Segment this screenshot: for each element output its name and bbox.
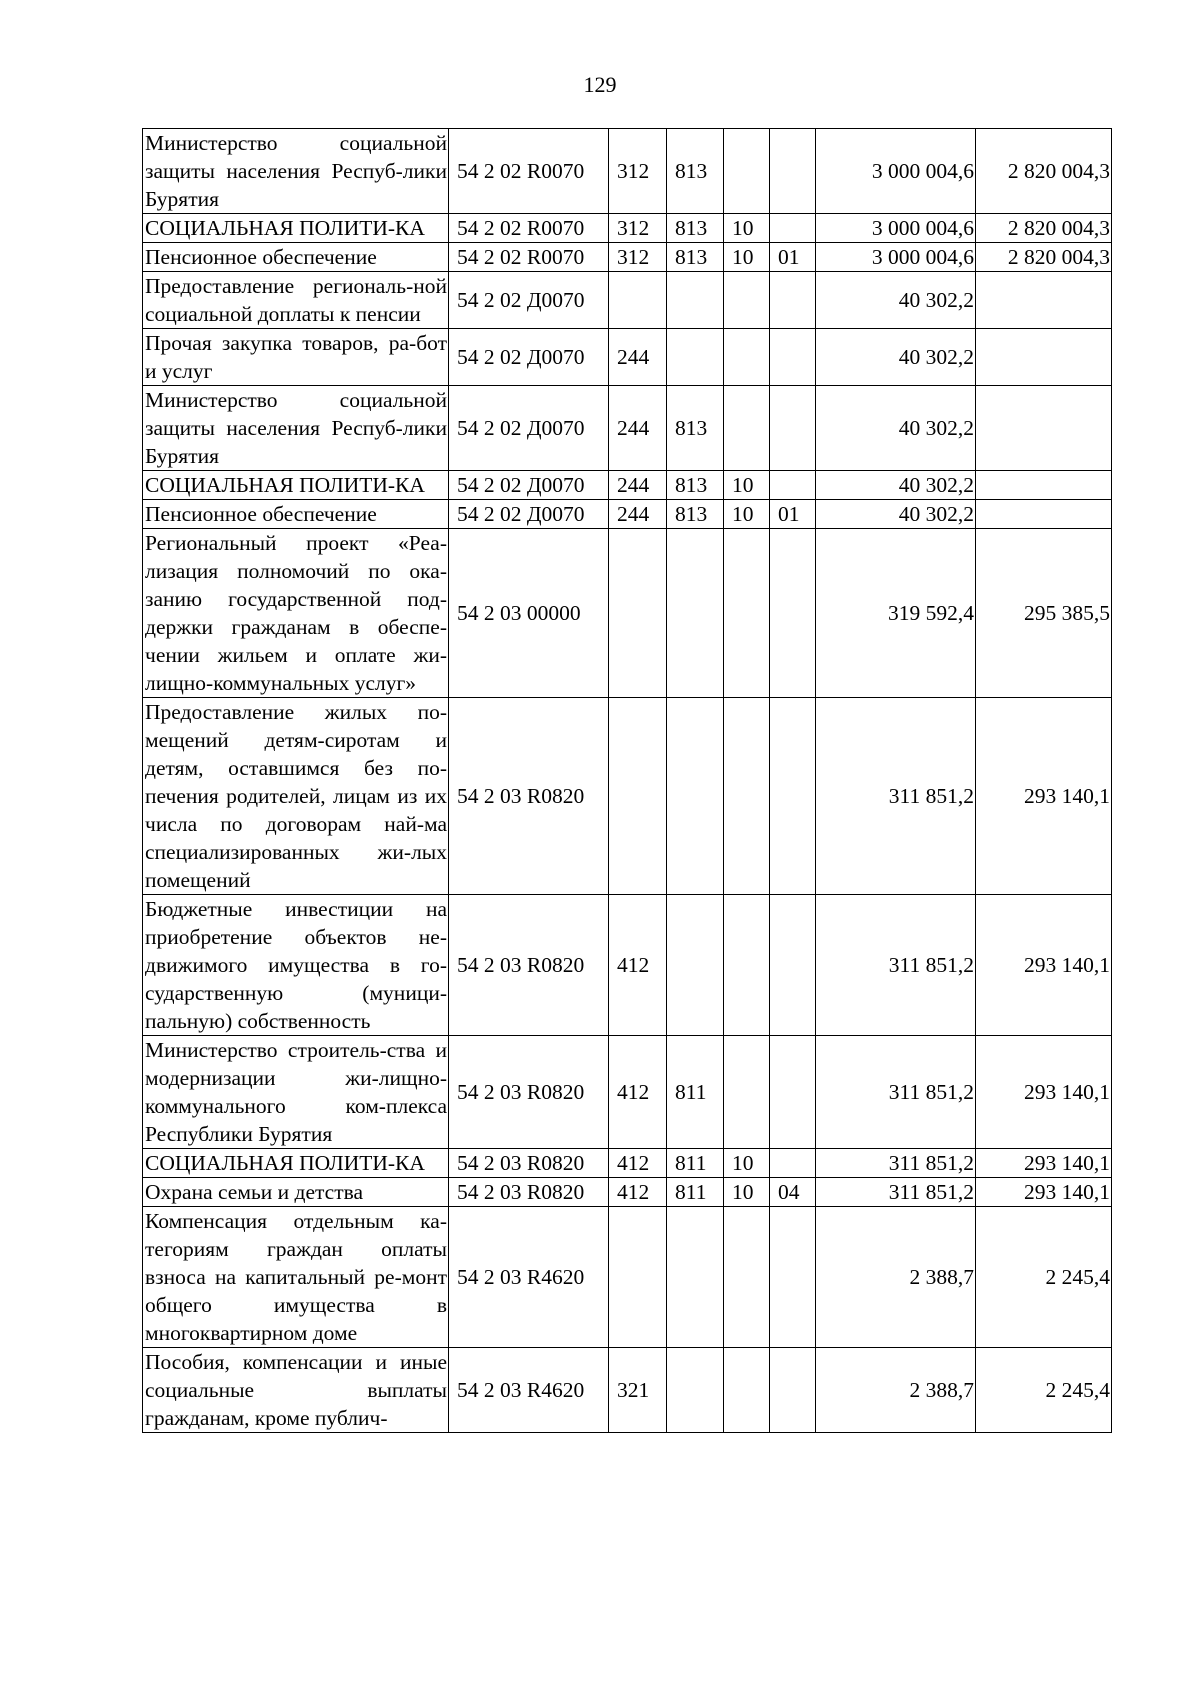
grbs-code: 811 [667,1036,724,1149]
row-name: Компенсация отдельным ка-тегориям граждан оплаты взноса на капитальный ре-монт общего имущества в многоквартирном доме [143,1207,449,1348]
table-row [143,243,1112,272]
row-name: Пособия, компенсации и иные социальные выплаты гражданам, кроме публич- [143,1348,449,1433]
table-row [143,1207,1112,1348]
row-name: Пенсионное обеспечение [143,243,449,272]
table-row [143,129,1112,214]
amount-year-2: 2 820 004,3 [976,129,1112,214]
section-code: 10 [724,1149,770,1178]
subsection-code [770,1348,816,1433]
row-name: Пенсионное обеспечение [143,500,449,529]
amount-year-1: 3 000 004,6 [816,243,976,272]
table-row [143,895,1112,1036]
section-code [724,272,770,329]
table-row [143,272,1112,329]
table-row [143,500,1112,529]
section-code [724,529,770,698]
subsection-code [770,529,816,698]
subsection-code: 04 [770,1178,816,1207]
amount-year-1: 311 851,2 [816,1036,976,1149]
row-name: Региональный проект «Реа-лизация полномочий по ока-занию государственной под-держки гражданам в обеспе-чении жильем и оплате жи-лищно-коммунальных услуг» [143,529,449,698]
subsection-code [770,895,816,1036]
amount-year-2 [976,329,1112,386]
subsection-code [770,1207,816,1348]
section-code [724,129,770,214]
grbs-code: 813 [667,129,724,214]
expense-type-code [609,698,667,895]
section-code [724,895,770,1036]
target-article-code: 54 2 02 Д0070 [449,386,609,471]
amount-year-1: 319 592,4 [816,529,976,698]
amount-year-2: 2 245,4 [976,1348,1112,1433]
target-article-code: 54 2 02 Д0070 [449,329,609,386]
amount-year-1: 40 302,2 [816,329,976,386]
section-code: 10 [724,1178,770,1207]
table-row [143,329,1112,386]
amount-year-2: 2 820 004,3 [976,243,1112,272]
grbs-code [667,698,724,895]
expense-type-code [609,1207,667,1348]
amount-year-2: 293 140,1 [976,895,1112,1036]
amount-year-1: 40 302,2 [816,471,976,500]
grbs-code [667,1207,724,1348]
subsection-code [770,214,816,243]
amount-year-1: 2 388,7 [816,1348,976,1433]
target-article-code: 54 2 02 Д0070 [449,471,609,500]
subsection-code [770,698,816,895]
grbs-code: 811 [667,1149,724,1178]
grbs-code [667,272,724,329]
grbs-code: 813 [667,471,724,500]
row-name: Предоставление жилых по-мещений детям-сиротам и детям, оставшимся без по-печения родителей, лицам из их числа по договорам най-ма специализированных жи-лых помещений [143,698,449,895]
amount-year-2: 293 140,1 [976,1036,1112,1149]
subsection-code [770,471,816,500]
table-row [143,698,1112,895]
expense-type-code: 312 [609,129,667,214]
amount-year-2: 2 820 004,3 [976,214,1112,243]
target-article-code: 54 2 03 R0820 [449,1036,609,1149]
section-code [724,386,770,471]
amount-year-1: 2 388,7 [816,1207,976,1348]
subsection-code [770,272,816,329]
expense-type-code: 312 [609,214,667,243]
grbs-code: 813 [667,386,724,471]
table-row [143,1149,1112,1178]
expense-type-code: 244 [609,471,667,500]
section-code [724,1207,770,1348]
target-article-code: 54 2 02 Д0070 [449,272,609,329]
section-code [724,1348,770,1433]
section-code: 10 [724,500,770,529]
row-name: СОЦИАЛЬНАЯ ПОЛИТИ-КА [143,1149,449,1178]
table-row [143,214,1112,243]
section-code [724,1036,770,1149]
row-name: Министерство социальной защиты населения Респуб-лики Бурятия [143,386,449,471]
row-name: Прочая закупка товаров, ра-бот и услуг [143,329,449,386]
amount-year-2 [976,500,1112,529]
target-article-code: 54 2 02 R0070 [449,243,609,272]
expense-type-code [609,272,667,329]
amount-year-2 [976,386,1112,471]
amount-year-1: 311 851,2 [816,698,976,895]
subsection-code [770,129,816,214]
expense-type-code: 244 [609,500,667,529]
grbs-code: 813 [667,500,724,529]
expense-type-code [609,529,667,698]
table-row [143,1178,1112,1207]
expense-type-code: 412 [609,1036,667,1149]
expense-type-code: 321 [609,1348,667,1433]
row-name: Предоставление региональ-ной социальной доплаты к пенсии [143,272,449,329]
expense-type-code: 412 [609,895,667,1036]
target-article-code: 54 2 03 R4620 [449,1207,609,1348]
row-name: СОЦИАЛЬНАЯ ПОЛИТИ-КА [143,471,449,500]
target-article-code: 54 2 03 R0820 [449,1178,609,1207]
target-article-code: 54 2 02 R0070 [449,129,609,214]
expense-type-code: 412 [609,1149,667,1178]
expense-type-code: 244 [609,386,667,471]
amount-year-1: 40 302,2 [816,272,976,329]
table-row [143,1036,1112,1149]
amount-year-1: 311 851,2 [816,1178,976,1207]
target-article-code: 54 2 02 R0070 [449,214,609,243]
target-article-code: 54 2 03 R0820 [449,1149,609,1178]
target-article-code: 54 2 02 Д0070 [449,500,609,529]
table-row [143,471,1112,500]
amount-year-2: 293 140,1 [976,1178,1112,1207]
target-article-code: 54 2 03 00000 [449,529,609,698]
subsection-code [770,1036,816,1149]
subsection-code [770,1149,816,1178]
section-code: 10 [724,214,770,243]
subsection-code [770,329,816,386]
expense-type-code: 312 [609,243,667,272]
grbs-code: 811 [667,1178,724,1207]
table-row [143,386,1112,471]
amount-year-2 [976,471,1112,500]
target-article-code: 54 2 03 R4620 [449,1348,609,1433]
expense-type-code: 412 [609,1178,667,1207]
grbs-code [667,329,724,386]
expense-type-code: 244 [609,329,667,386]
amount-year-2: 295 385,5 [976,529,1112,698]
subsection-code: 01 [770,243,816,272]
amount-year-1: 311 851,2 [816,1149,976,1178]
amount-year-1: 40 302,2 [816,386,976,471]
amount-year-1: 40 302,2 [816,500,976,529]
amount-year-2: 293 140,1 [976,698,1112,895]
row-name: Бюджетные инвестиции на приобретение объектов не-движимого имущества в го-сударственную (муници-пальную) собственность [143,895,449,1036]
table-row [143,1348,1112,1433]
row-name: СОЦИАЛЬНАЯ ПОЛИТИ-КА [143,214,449,243]
amount-year-1: 3 000 004,6 [816,214,976,243]
amount-year-2: 2 245,4 [976,1207,1112,1348]
amount-year-1: 3 000 004,6 [816,129,976,214]
subsection-code [770,386,816,471]
amount-year-2: 293 140,1 [976,1149,1112,1178]
grbs-code: 813 [667,243,724,272]
grbs-code [667,895,724,1036]
section-code: 10 [724,243,770,272]
amount-year-1: 311 851,2 [816,895,976,1036]
page-number: 129 [583,72,617,97]
amount-year-2 [976,272,1112,329]
subsection-code: 01 [770,500,816,529]
budget-table [142,128,1112,1433]
section-code [724,698,770,895]
row-name: Министерство строитель-ства и модернизации жи-лищно-коммунального ком-плекса Республики Бурятия [143,1036,449,1149]
row-name: Министерство социальной защиты населения Респуб-лики Бурятия [143,129,449,214]
grbs-code: 813 [667,214,724,243]
grbs-code [667,529,724,698]
row-name: Охрана семьи и детства [143,1178,449,1207]
target-article-code: 54 2 03 R0820 [449,698,609,895]
grbs-code [667,1348,724,1433]
target-article-code: 54 2 03 R0820 [449,895,609,1036]
section-code: 10 [724,471,770,500]
table-row [143,529,1112,698]
section-code [724,329,770,386]
